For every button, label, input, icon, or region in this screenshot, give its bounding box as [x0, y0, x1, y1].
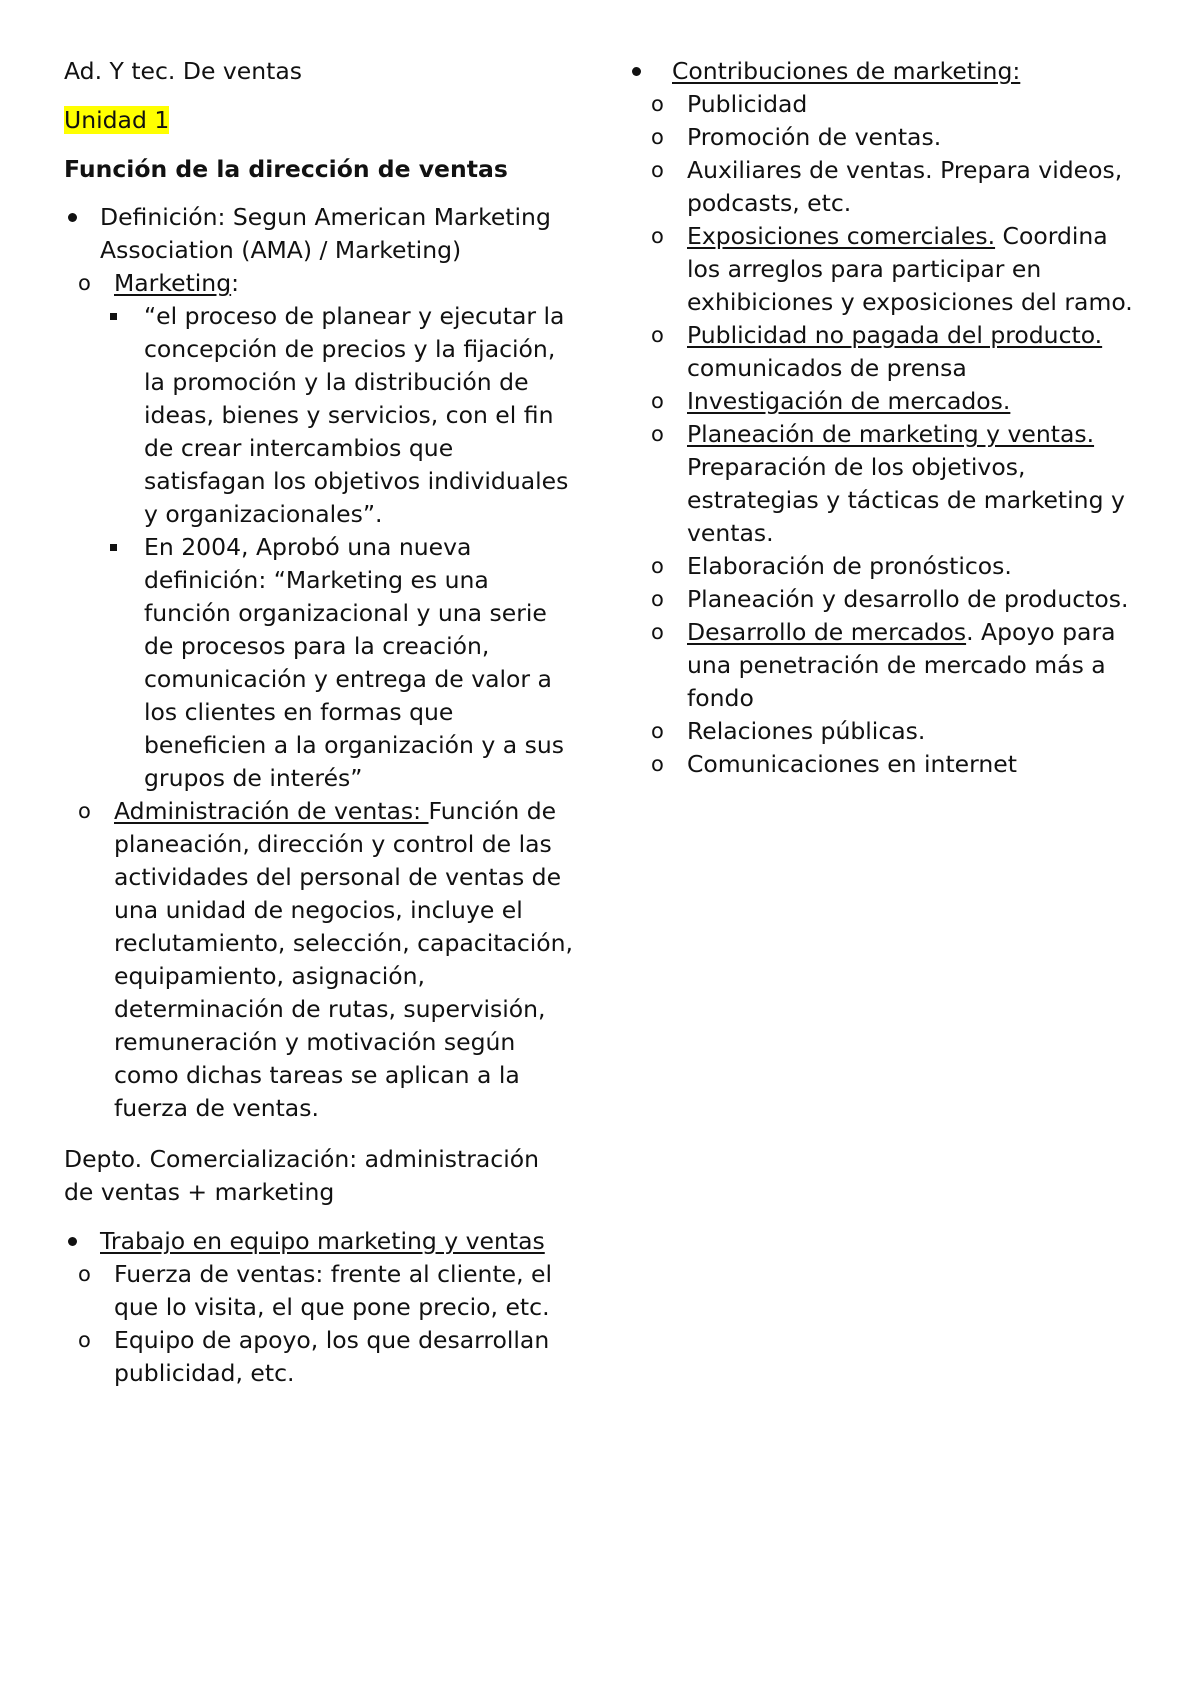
- circle-bullet-icon: o: [651, 719, 664, 743]
- circle-bullet-icon: o: [78, 271, 91, 295]
- contribution-text: Coordina los arreglos para participar en exhibiciones y exposiciones del ramo.: [687, 222, 1133, 316]
- circle-bullet-icon: o: [78, 1328, 91, 1352]
- teamwork-label: Trabajo en equipo marketing y ventas: [100, 1227, 545, 1255]
- definition-list: [64, 201, 574, 1125]
- contribution-text: Promoción de ventas.: [687, 123, 942, 151]
- contribution-entry: [628, 550, 1148, 583]
- contribution-entry: [628, 154, 1148, 220]
- circle-bullet-icon: o: [651, 422, 664, 446]
- marketing-quote-1: [64, 300, 574, 531]
- marketing-item: [64, 267, 574, 300]
- contribution-text: . Apoyo para una penetración de mercado más a fondo: [687, 618, 1116, 712]
- contribution-entry: [628, 220, 1148, 319]
- teamwork-subitem-text: Fuerza de ventas: frente al cliente, el que lo visita, el que pone precio, etc.: [114, 1260, 553, 1321]
- circle-bullet-icon: o: [651, 554, 664, 578]
- circle-bullet-icon: o: [651, 323, 664, 347]
- contribution-text: Preparación de los objetivos, estrategias y tácticas de marketing y ventas.: [687, 453, 1125, 547]
- document-title: Ad. Y tec. De ventas: [64, 57, 303, 85]
- marketing-colon: :: [231, 269, 240, 297]
- contributions-label: Contribuciones de marketing:: [672, 57, 1021, 85]
- contribution-underlined: Desarrollo de mercados: [687, 618, 967, 646]
- admin-ventas-label: Administración de ventas:: [114, 797, 429, 825]
- contribution-underlined: Publicidad no pagada del producto.: [687, 321, 1103, 349]
- contribution-entry: [628, 748, 1148, 781]
- contribution-entry: [628, 715, 1148, 748]
- unit-label: Unidad 1: [64, 106, 170, 134]
- section-heading: Función de la dirección de ventas: [64, 155, 508, 183]
- contributions-item: [628, 55, 1148, 88]
- circle-bullet-icon: o: [651, 158, 664, 182]
- contribution-entry: [628, 385, 1148, 418]
- contribution-entry: [628, 319, 1148, 385]
- bullet-icon: [632, 67, 641, 76]
- bullet-icon: [68, 213, 77, 222]
- circle-bullet-icon: o: [651, 389, 664, 413]
- quote-1-text: “el proceso de planear y ejecutar la concepción de precios y la fijación, la promoción y la distribución de ideas, bienes y servicios, con el fin de crear intercambios que satisfagan los objetivos individuales y organizacionales”.: [144, 302, 569, 528]
- depto-paragraph: Depto. Comercialización: administración de ventas + marketing: [64, 1145, 540, 1206]
- contribution-text: Planeación y desarrollo de productos.: [687, 585, 1129, 613]
- circle-bullet-icon: o: [78, 799, 91, 823]
- quote-2-text: En 2004, Aprobó una nueva definición: “Marketing es una función organizacional y una serie de procesos para la creación, comunicación y entrega de valor a los clientes en formas que beneficien a la organización y a sus grupos de interés”: [144, 533, 564, 792]
- bullet-icon: [68, 1237, 77, 1246]
- square-bullet-icon: [110, 544, 117, 551]
- teamwork-item: [64, 1225, 574, 1258]
- contribution-text: Relaciones públicas.: [687, 717, 926, 745]
- definition-text: Definición: Segun American Marketing Association (AMA) / Marketing): [100, 203, 551, 264]
- contribution-text: Publicidad: [687, 90, 808, 118]
- admin-ventas-text: Función de planeación, dirección y control de las actividades del personal de ventas de una unidad de negocios, incluye el reclutamiento, selección, capacitación, equipamiento, asignación, determinación de rutas, supervisión, remuneración y motivación según como dichas tareas se aplican a la fuerza de ventas.: [114, 797, 574, 1122]
- circle-bullet-icon: o: [651, 752, 664, 776]
- circle-bullet-icon: o: [651, 224, 664, 248]
- contribution-underlined: Exposiciones comerciales.: [687, 222, 996, 250]
- circle-bullet-icon: o: [651, 587, 664, 611]
- circle-bullet-icon: o: [78, 1262, 91, 1286]
- marketing-label: Marketing: [114, 269, 232, 297]
- circle-bullet-icon: o: [651, 620, 664, 644]
- teamwork-subitem: [64, 1258, 574, 1324]
- contributions-list: [628, 55, 1148, 781]
- contribution-entry: [628, 121, 1148, 154]
- contribution-entry: [628, 88, 1148, 121]
- contribution-text: comunicados de prensa: [687, 354, 967, 382]
- teamwork-list: [64, 1225, 574, 1390]
- contribution-text: Comunicaciones en internet: [687, 750, 1017, 778]
- teamwork-subitem: [64, 1324, 574, 1390]
- definition-item: [64, 201, 574, 267]
- square-bullet-icon: [110, 313, 117, 320]
- contribution-text: Elaboración de pronósticos.: [687, 552, 1012, 580]
- admin-ventas-item: [64, 795, 574, 1125]
- unit-label-line: [64, 104, 169, 137]
- teamwork-subitem-text: Equipo de apoyo, los que desarrollan publicidad, etc.: [114, 1326, 550, 1387]
- circle-bullet-icon: o: [651, 92, 664, 116]
- contribution-entry: [628, 418, 1148, 550]
- contribution-entry: [628, 583, 1148, 616]
- contribution-underlined: Investigación de mercados.: [687, 387, 1011, 415]
- contribution-underlined: Planeación de marketing y ventas.: [687, 420, 1095, 448]
- marketing-quote-2: [64, 531, 574, 795]
- circle-bullet-icon: o: [651, 125, 664, 149]
- contribution-text: Auxiliares de ventas. Prepara videos, podcasts, etc.: [687, 156, 1123, 217]
- contribution-entry: [628, 616, 1148, 715]
